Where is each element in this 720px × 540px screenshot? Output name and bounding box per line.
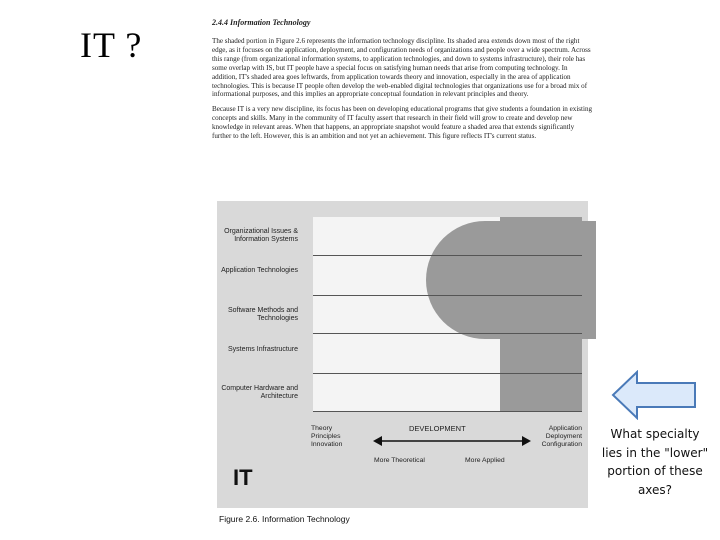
- x-right-label: Application Deployment Configuration: [541, 425, 582, 448]
- section-heading: 2.4.4 Information Technology: [212, 18, 311, 27]
- x-left-sublabel: More Theoretical: [374, 457, 425, 464]
- it-corner-label: IT: [233, 465, 253, 490]
- shaded-region-right: [500, 217, 582, 412]
- slide-title: IT ?: [80, 25, 143, 65]
- row-divider: [313, 333, 582, 334]
- row-label-app-tech: Application Technologies: [221, 267, 298, 274]
- double-arrow-icon: [373, 435, 531, 447]
- row-divider: [313, 255, 582, 256]
- paragraph-1: The shaded portion in Figure 2.6 represents the information technology discipline. Its shaded area extends down most of the right edge, as it focuses on the application, deployment, and configuration needs of organizations and people over a wide spectrum. Across this range (from organizational information systems, to application technologies, and down to systems infrastructure), their role has some overlap with IS, but IT people have a special focus on satisfying human needs that arise from computing technology. In addition, IT's shaded area goes leftwards, from application towards theory and innovation, especially in the area of application technologies. This is because IT people often develop the web-enabled digital technologies that organizations use for a broad mix of informational purposes, and this implies an appropriate conceptual foundation in relevant principles and theory.: [212, 37, 591, 99]
- x-left-label: Theory Principles Innovation: [311, 425, 343, 448]
- x-center-label: DEVELOPMENT: [409, 424, 466, 433]
- row-label-systems: Systems Infrastructure: [227, 346, 298, 353]
- row-divider: [313, 373, 582, 374]
- it-discipline-figure: [217, 201, 588, 508]
- row-label-org-issues: Organizational Issues & Information Systems: [224, 228, 298, 243]
- figure-caption: Figure 2.6. Information Technology: [219, 514, 350, 524]
- textbook-excerpt: [212, 18, 594, 147]
- x-right-sublabel: More Applied: [465, 457, 505, 464]
- callout-question: What specialty lies in the "lower" portion of these axes?: [601, 427, 709, 497]
- bottom-axis-line: [313, 411, 582, 412]
- row-label-hardware: Computer Hardware and Architecture: [221, 385, 298, 400]
- left-arrow-icon: [611, 370, 697, 420]
- row-label-software: Software Methods and Technologies: [227, 307, 298, 322]
- paragraph-2: Because IT is a very new discipline, its focus has been on developing educational programs that give students a foundation in existing concepts and skills. Many in the community of IT faculty assert that research in their field will grow to create and develop new knowledge in relevant areas. When that happens, an appropriate snapshot would feature a shaded area that extends significantly further to the left. However, this is an ambition and not yet an achievement. This figure reflects IT's current status.: [212, 105, 593, 141]
- row-divider: [313, 295, 582, 296]
- plot-area: [313, 217, 582, 412]
